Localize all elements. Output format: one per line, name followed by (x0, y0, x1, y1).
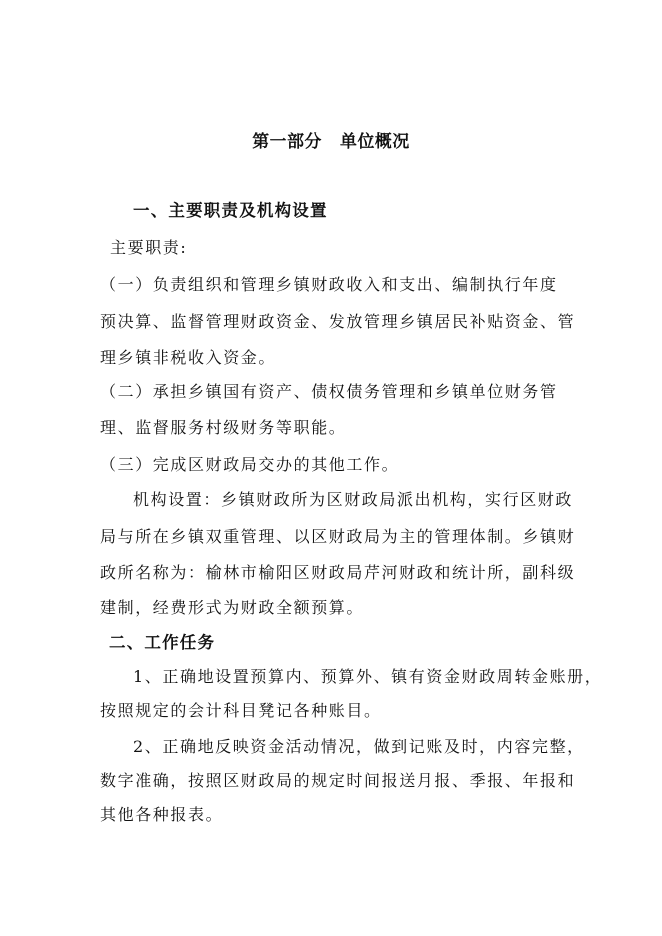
section-heading-duties: 一、主要职责及机构设置 (133, 201, 328, 220)
page-title (0, 131, 662, 151)
task2-line1: 2、正确地反映资金活动情况，做到记账及时，内容完整， (133, 737, 585, 756)
title-part: 第一部分 (252, 131, 322, 151)
task1-line2: 按照规定的会计科目凳记各种账目。 (100, 701, 382, 720)
task2-line2: 数字准确，按照区财政局的规定时间报送月报、季报、年报和 (100, 771, 576, 790)
task2-line3: 其他各种报表。 (100, 805, 224, 824)
duty1-line1: （一）负责组织和管理乡镇财政收入和支出、编制执行年度 (100, 275, 558, 294)
duty1-line3: 理乡镇非税收入资金。 (100, 348, 277, 367)
duty2-line2: 理、监督服务村级财务等职能。 (100, 418, 347, 437)
duty2-line1: （二）承担乡镇国有资产、债权债务管理和乡镇单位财务管 (100, 382, 558, 401)
section-heading-tasks: 二、工作任务 (109, 633, 216, 652)
org-line1: 机构设置：乡镇财政所为区财政局派出机构，实行区财政 (133, 490, 574, 509)
org-line2: 局与所在乡镇双重管理、以区财政局为主的管理体制。乡镇财 (100, 527, 576, 546)
org-line4: 建制，经费形式为财政全额预算。 (100, 598, 365, 617)
duties-label: 主要职责: (110, 238, 188, 257)
duty1-line2: 预决算、监督管理财政资金、发放管理乡镇居民补贴资金、管 (100, 312, 576, 331)
title-name: 单位概况 (340, 131, 410, 151)
org-line3: 政所名称为：榆林市榆阳区财政局芹河财政和统计所，副科级 (100, 563, 576, 582)
task1-line1: 1、正确地设置预算内、预算外、镇有资金财政周转金账册， (133, 667, 603, 686)
duty3-line1: （三）完成区财政局交办的其他工作。 (100, 455, 400, 474)
